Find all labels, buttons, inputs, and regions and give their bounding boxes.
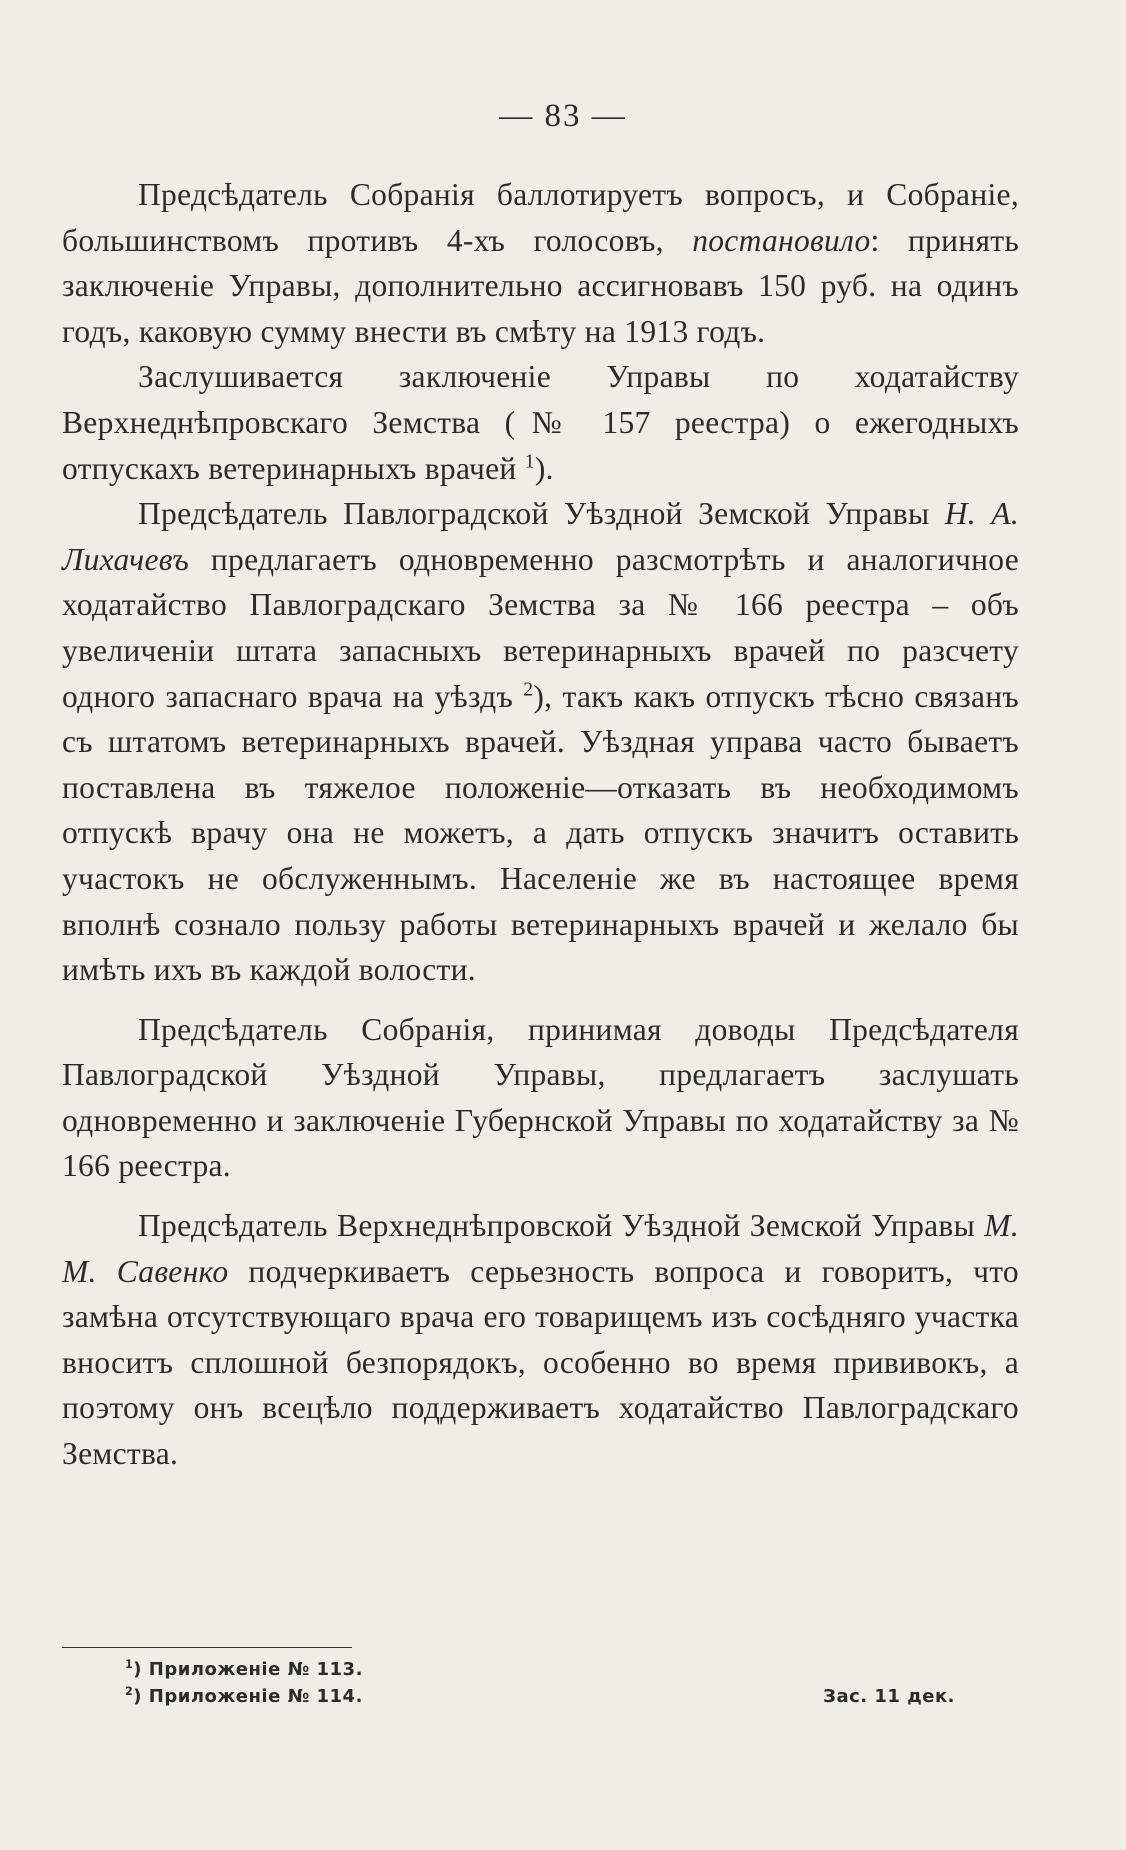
italic-text: постановило xyxy=(692,222,871,258)
paragraph-text: предлагаетъ одновременно разсмотрѣть и аналогичное ходатайство Павлоградскаго Земства за № 166 реестра – объ увеличеніи штата запасныхъ ветеринарныхъ врачей по разсчету одного запаснаго врача на уѣздъ xyxy=(62,541,1019,714)
footnotes xyxy=(125,1656,955,1710)
paragraph-text: ). xyxy=(534,450,554,486)
footnote-reference: 2 xyxy=(523,679,534,701)
footnote-reference: 1 xyxy=(524,451,535,473)
paragraph-text: : принять заключеніе Управы, дополнительно ассигновавъ 150 руб. на одинъ годъ, каковую сумму внести въ смѣту на 1913 годъ. xyxy=(62,222,1019,349)
footnote-divider xyxy=(62,1647,352,1648)
paragraph-text: Заслушивается заключеніе Управы по ходатайству Верхнеднѣпровскаго Земства (№ 157 реестра) о ежегодныхъ отпускахъ ветеринарныхъ врачей xyxy=(62,359,1019,486)
paragraph xyxy=(62,491,1019,993)
footnote-mark: 2 xyxy=(125,1685,134,1698)
session-note: Зас. 11 дек. xyxy=(823,1686,955,1707)
paragraph-text: ), такъ какъ отпускъ тѣсно связанъ съ штатомъ ветеринарныхъ врачей. Уѣздная управа часто бываетъ поставлена въ тяжелое положеніе—отказать въ необходимомъ отпускѣ врачу она не можетъ, а дать отпускъ значитъ оставить участокъ не обслуженнымъ. Населеніе же въ настоящее время вполнѣ сознало пользу работы ветеринарныхъ врачей и желало бы имѣть ихъ въ каждой волости. xyxy=(62,678,1019,988)
body-text xyxy=(62,172,1019,1477)
paragraph-text: Предсѣдатель Верхнеднѣпровской Уѣздной Земской Управы xyxy=(138,1208,985,1244)
footnote-mark: 1 xyxy=(125,1658,134,1671)
paragraph xyxy=(62,354,1019,491)
paragraph xyxy=(62,1007,1019,1189)
paragraph-text: Предсѣдатель Собранія баллотируетъ вопросъ, и Собраніе, большинствомъ противъ 4-хъ голосовъ, xyxy=(62,177,1019,258)
page-number: — 83 — xyxy=(499,98,627,134)
paragraph-text: подчеркиваетъ серьезность вопроса и говоритъ, что замѣна отсутствующаго врача его товарищемъ изъ сосѣдняго участка вноситъ сплошной безпорядокъ, особенно во время прививокъ, а поэтому онъ всецѣло поддерживаетъ ходатайство Павлоградскаго Земства. xyxy=(62,1253,1019,1472)
paragraph xyxy=(62,1203,1019,1477)
italic-text: Н. А. Лихачевъ xyxy=(62,496,1019,577)
footnote-2 xyxy=(125,1683,955,1710)
paragraph-text: Предсѣдатель Собранія, принимая доводы Предсѣдателя Павлоградской Уѣздной Управы, предлагаетъ заслушать одновременно и заключеніе Губернской Управы по ходатайству за № 166 реестра. xyxy=(62,1011,1019,1184)
footnote-text: ) Приложеніе № 114. xyxy=(133,1686,363,1707)
paragraph-text: Предсѣдатель Павлоградской Уѣздной Земской Управы xyxy=(138,496,945,532)
footnote-1 xyxy=(125,1656,955,1683)
footnote-text: ) Приложеніе № 113. xyxy=(133,1659,363,1680)
italic-text: М. М. Савенко xyxy=(62,1208,1019,1289)
paragraph xyxy=(62,172,1019,354)
